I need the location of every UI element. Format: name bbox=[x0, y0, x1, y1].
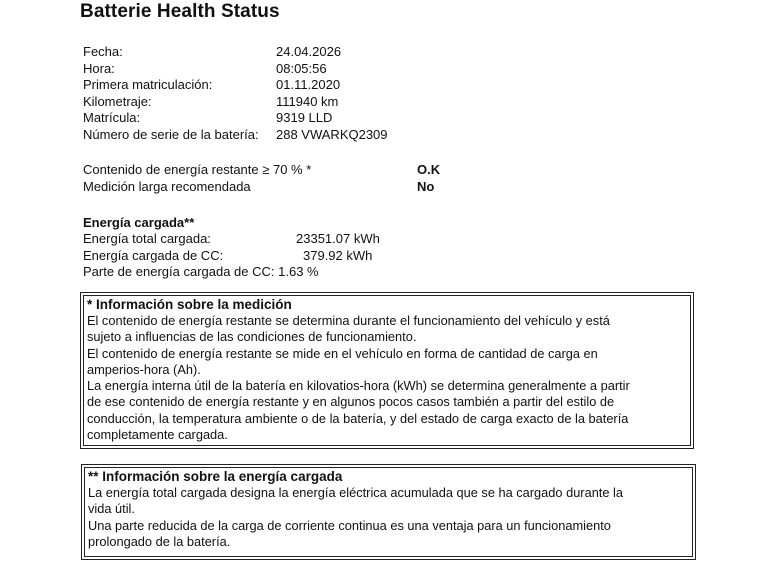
energy-label: Parte de energía cargada de CC: 1.63 % bbox=[83, 264, 319, 279]
box-line: prolongado de la batería. bbox=[88, 533, 231, 549]
info-value: 01.11.2020 bbox=[276, 77, 341, 92]
info-value: 111940 km bbox=[276, 93, 339, 109]
box-heading: * Información sobre la medición bbox=[87, 297, 292, 312]
box-line: sujeto a influencias de las condiciones de funcionamiento. bbox=[87, 329, 417, 345]
box-line: amperios-hora (Ah). bbox=[87, 361, 201, 377]
energy-label: Energía cargada de CC: bbox=[83, 247, 224, 263]
charged-energy-section bbox=[83, 214, 380, 281]
measurement-info-box bbox=[83, 295, 691, 446]
status-value: No bbox=[417, 178, 435, 194]
box-line: La energía total cargada designa la energía eléctrica acumulada que se ha cargado durante la bbox=[88, 485, 623, 500]
info-value: 9319 LLD bbox=[276, 110, 333, 125]
box-line: La energía interna útil de la batería en kilovatios-hora (kWh) se determina generalmente a partir bbox=[87, 378, 630, 394]
charged-energy-info-box bbox=[84, 467, 693, 557]
box-line: Una parte reducida de la carga de corriente continua es una ventaja para un funcionamiento bbox=[88, 517, 611, 533]
info-label: Fecha: bbox=[83, 44, 123, 59]
energy-value: 23351.07 kWh bbox=[296, 231, 380, 246]
info-value: 08:05:56 bbox=[276, 60, 327, 76]
box-line: El contenido de energía restante se mide en el vehículo en forma de cantidad de carga en bbox=[87, 345, 598, 361]
box-line: completamente cargada. bbox=[87, 427, 228, 443]
info-value: 24.04.2026 bbox=[276, 44, 342, 59]
status-label: Medición larga recomendada bbox=[83, 178, 251, 194]
page-title: Batterie Health Status bbox=[80, 1, 280, 22]
info-label: Matrícula: bbox=[83, 110, 141, 125]
energy-label: Energía total cargada: bbox=[83, 231, 211, 246]
info-label: Kilometraje: bbox=[83, 93, 152, 109]
box-line: de ese contenido de energía restante y en algunos pocos casos también a partir del estilo de bbox=[87, 394, 615, 410]
info-label: Número de serie de la batería: bbox=[83, 126, 259, 142]
energy-row-dc-share bbox=[83, 264, 319, 281]
box-line: vida útil. bbox=[88, 501, 135, 517]
info-value: 288 VWARKQ2309 bbox=[276, 126, 388, 142]
energy-row-dc bbox=[83, 247, 373, 265]
status-label: Contenido de energía restante ≥ 70 % * bbox=[83, 162, 312, 177]
status-value: O.K bbox=[417, 162, 441, 177]
section-heading: Energía cargada** bbox=[83, 215, 195, 230]
info-label: Hora: bbox=[83, 60, 115, 76]
box-line: El contenido de energía restante se determina durante el funcionamiento del vehículo y está bbox=[87, 313, 610, 328]
box-line: conducción, la temperatura ambiente o de la batería, y del estado de carga exacto de la batería bbox=[87, 410, 629, 426]
info-label: Primera matriculación: bbox=[83, 77, 213, 92]
energy-value: 379.92 kWh bbox=[303, 247, 373, 263]
box-heading: ** Información sobre la energía cargada bbox=[88, 469, 343, 484]
energy-row-total bbox=[83, 231, 380, 248]
